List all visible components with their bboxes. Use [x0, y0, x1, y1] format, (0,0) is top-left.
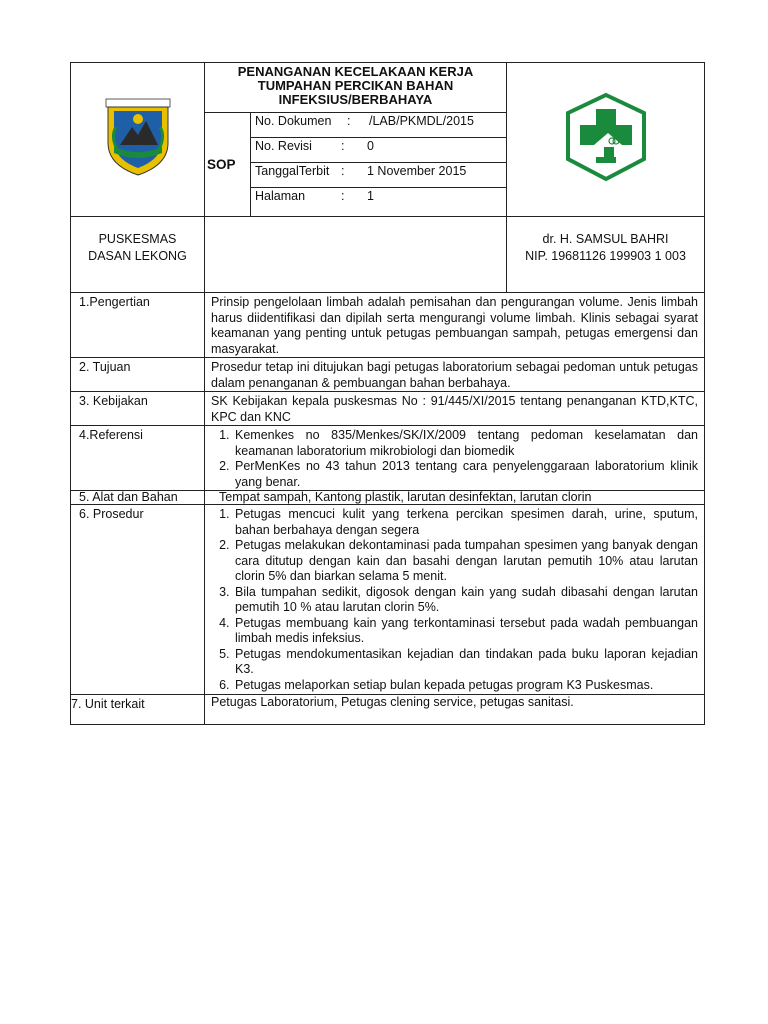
kebijakan-text: SK Kebijakan kepala puskesmas No : 91/445/XI/2015 tentang penanganan KTD,KTC, KPC dan KNC [205, 392, 705, 426]
meta-halaman: Halaman : 1 [251, 188, 507, 217]
sop-document [70, 62, 704, 725]
meta-label: Halaman [255, 189, 306, 203]
referensi-list-cell [205, 426, 705, 491]
prosedur-list-cell [205, 505, 705, 695]
list-item: 6. Petugas melaporkan setiap bulan kepada petugas program K3 Puskesmas. [233, 678, 698, 694]
lombok-timur-crest-cell [71, 63, 205, 217]
pengertian-text: Prinsip pengelolaan limbah adalah pemisahan dan pengurangan volume. Jenis limbah harus diidentifikasi dan dipilah serta mengurangi volume limbah. Klinis sebagai syarat keamanan yang penting untuk petugas pembuangan sampah, petugas emergensi dan masyarakat. [205, 293, 705, 358]
meta-value: 1 [367, 189, 374, 203]
signatory-cell [507, 217, 705, 293]
meta-value: 0 [367, 139, 374, 153]
org-line1: PUSKESMAS [98, 232, 177, 246]
prosedur-label: 6. Prosedur [71, 505, 205, 695]
pengertian-label: 1.Pengertian [71, 293, 205, 358]
meta-value: 1 November 2015 [367, 164, 467, 178]
tujuan-label: 2. Tujuan [71, 358, 205, 392]
prosedur-list [211, 507, 698, 693]
list-item: 2. PerMenKes no 43 tahun 2013 tentang cara penyelenggaraan laboratorium klinik yang benar. [233, 459, 698, 490]
meta-label: No. Dokumen [255, 114, 332, 128]
meta-label: TanggalTerbit [255, 164, 330, 178]
meta-no-dokumen: No. Dokumen : /LAB/PKMDL/2015 [251, 113, 507, 138]
meta-tanggal-terbit: TanggalTerbit : 1 November 2015 [251, 163, 507, 188]
list-item: 1. Kemenkes no 835/Menkes/SK/IX/2009 tentang pedoman keselamatan dan keamanan laboratorium mikrobiologi dan biomedik [233, 428, 698, 459]
meta-no-revisi: No. Revisi : 0 [251, 138, 507, 163]
tujuan-text: Prosedur tetap ini ditujukan bagi petugas laboratorium sebagai pedoman untuk petugas dalam penanganan & pembuangan bahan berbahaya. [205, 358, 705, 392]
list-item: 4. Petugas membuang kain yang terkontaminasi tersebut pada wadah pembuangan limbah medis infeksius. [233, 616, 698, 647]
kebijakan-label: 3. Kebijakan [71, 392, 205, 426]
referensi-list [211, 428, 698, 490]
sop-table [70, 62, 705, 725]
organization-cell [71, 217, 205, 293]
sop-label: SOP [205, 113, 251, 217]
document-title: PENANGANAN KECELAKAAN KERJA TUMPAHAN PERCIKAN BAHAN INFEKSIUS/BERBAHAYA [205, 63, 507, 113]
signature-space [205, 217, 507, 293]
meta-value: /LAB/PKMDL/2015 [369, 114, 474, 128]
list-item: 3. Bila tumpahan sedikit, digosok dengan kain yang sudah dibasahi dengan larutan pemutih 10 % atau larutan clorin 5%. [233, 585, 698, 616]
unit-text: Petugas Laboratorium, Petugas clening service, petugas sanitasi. [205, 695, 705, 725]
alat-label: 5. Alat dan Bahan [71, 491, 205, 505]
org-line2: DASAN LEKONG [88, 249, 187, 263]
list-item: 1. Petugas mencuci kulit yang terkena percikan spesimen darah, urine, sputum, bahan berbahaya dengan segera [233, 507, 698, 538]
list-item: 2. Petugas melakukan dekontaminasi pada tumpahan spesimen yang banyak dengan cara ditutup dengan kain dan basahi dengan larutan pemutih 10% atau larutan clorin 5% dan biarkan selama 5 menit. [233, 538, 698, 585]
puskesmas-logo-cell [507, 63, 705, 217]
referensi-label: 4.Referensi [71, 426, 205, 491]
list-item: 5. Petugas mendokumentasikan kejadian dan tindakan pada buku laporan kejadian K3. [233, 647, 698, 678]
meta-label: No. Revisi [255, 139, 312, 153]
signatory-nip: NIP. 19681126 199903 1 003 [525, 249, 686, 263]
lombok-timur-crest-icon [102, 97, 174, 177]
alat-text: Tempat sampah, Kantong plastik, larutan desinfektan, larutan clorin [205, 491, 705, 505]
signatory-name: dr. H. SAMSUL BAHRI [542, 232, 669, 246]
puskesmas-logo-icon [560, 91, 652, 183]
unit-label: 7. Unit terkait [71, 695, 205, 725]
